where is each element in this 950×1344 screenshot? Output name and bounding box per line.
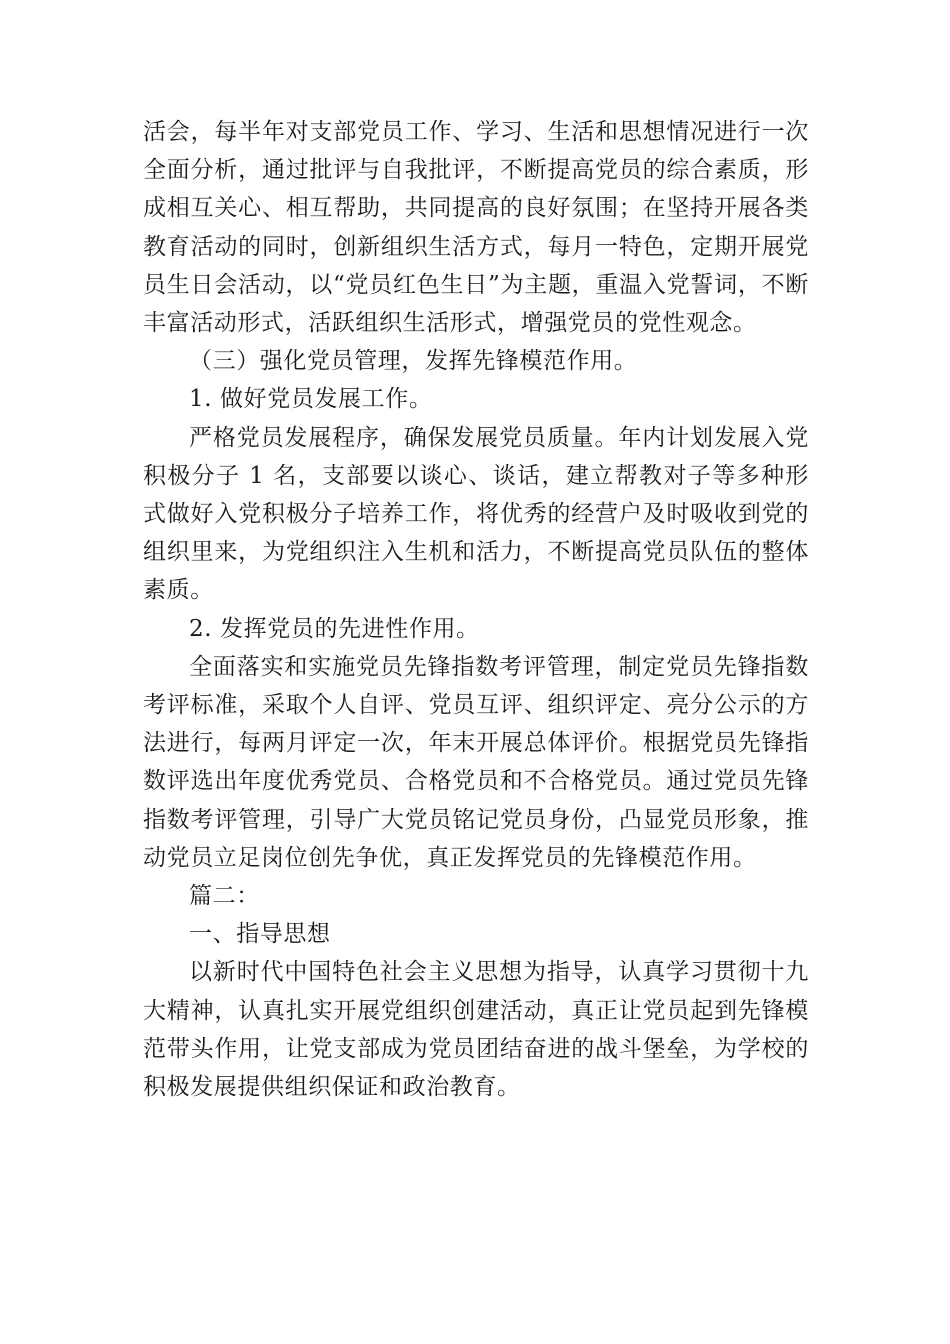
paragraph-continuation: 活会，每半年对支部党员工作、学习、生活和思想情况进行一次全面分析，通过批评与自我批评，不断提高党员的综合素质，形成相互关心、相互帮助，共同提高的良好氛围；在坚持开展各类教育活动的同时，创新组织生活方式，每月一特色，定期开展党员生日会活动，以“党员红色生日”为主题，重温入党誓词，不断丰富活动形式，活跃组织生活形式，增强党员的党性观念。 [143, 119, 809, 337]
subheading-member-development: 1. 做好党员发展工作。 [189, 386, 433, 413]
part-two-heading: 篇二： [189, 883, 260, 910]
paragraph-guiding-ideology: 以新时代中国特色社会主义思想为指导，认真学习贯彻十九大精神，认真扎实开展党组织创建活动，真正让党员起到先锋模范带头作用，让党支部成为党员团结奋进的战斗堡垒，为学校的积极发展提供组织保证和政治教育。 [143, 959, 809, 1101]
subheading-vanguard-role: 2. 发挥党员的先进性作用。 [189, 615, 480, 642]
paragraph-member-development: 严格党员发展程序，确保发展党员质量。年内计划发展入党积极分子 1 名，支部要以谈心、谈话，建立帮教对子等多种形式做好入党积极分子培养工作，将优秀的经营户及时吸收到党的组织里来，为党组织注入生机和活力，不断提高党员队伍的整体素质。 [143, 424, 809, 604]
document-body [143, 113, 809, 1106]
section-heading-strengthen-management: （三）强化党员管理，发挥先锋模范作用。 [189, 348, 638, 375]
paragraph-vanguard-index: 全面落实和实施党员先锋指数考评管理，制定党员先锋指数考评标准，采取个人自评、党员互评、组织评定、亮分公示的方法进行，每两月评定一次，年末开展总体评价。根据党员先锋指数评选出年度优秀党员、合格党员和不合格党员。通过党员先锋指数考评管理，引导广大党员铭记党员身份，凸显党员形象，推动党员立足岗位创先争优，真正发挥党员的先锋模范作用。 [143, 653, 809, 871]
section-heading-guiding-ideology: 一、指导思想 [189, 921, 331, 948]
